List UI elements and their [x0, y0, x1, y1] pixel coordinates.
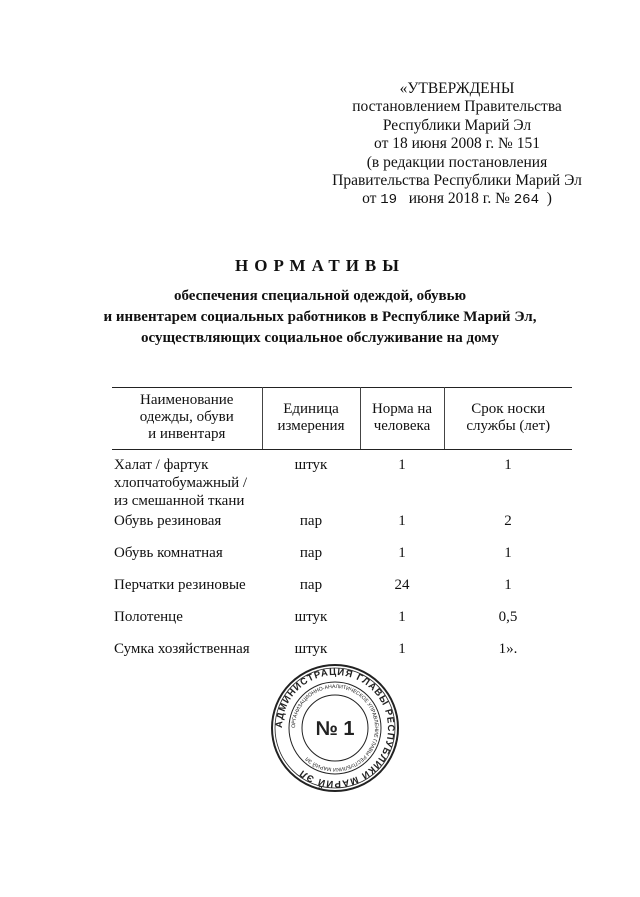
approval-line: постановлением Правительства — [352, 98, 562, 116]
item-unit: пар — [299, 545, 323, 561]
item-norm: 24 — [394, 577, 410, 593]
header-norm-line: Норма на — [371, 400, 433, 417]
table-row — [112, 510, 572, 542]
item-term: 1 — [504, 577, 512, 593]
header-term-line: Срок носки — [471, 400, 546, 417]
approval-block — [330, 80, 584, 210]
item-name: Полотенце — [114, 609, 183, 625]
item-term: 1 — [504, 457, 512, 473]
document-subtitle — [0, 286, 640, 349]
item-norm: 1 — [398, 609, 406, 625]
approval-last-line — [330, 190, 584, 209]
header-name-line: и инвентаря — [148, 426, 226, 442]
norms-table — [112, 387, 572, 670]
item-norm: 1 — [398, 513, 406, 529]
item-name: Сумка хозяйственная — [114, 641, 250, 657]
item-norm: 1 — [398, 545, 406, 561]
table-row — [112, 450, 572, 511]
header-unit-line: Единица — [283, 400, 339, 417]
table-row — [112, 542, 572, 574]
table-row — [112, 606, 572, 638]
approval-line: от 18 июня 2008 г. № 151 — [374, 135, 540, 153]
item-term: 0,5 — [498, 609, 518, 625]
item-name: Обувь резиновая — [114, 513, 222, 529]
document-title: НОРМАТИВЫ — [235, 256, 405, 275]
approval-line: Правительства Республики Марий Эл — [332, 172, 582, 190]
item-name — [112, 450, 262, 511]
item-name-line: Халат / фартук — [114, 457, 209, 473]
item-name-line: хлопчатобумажный / — [114, 475, 248, 491]
item-name-line: из смешанной ткани — [114, 493, 245, 509]
item-term: 1 — [504, 545, 512, 561]
item-unit: штук — [294, 609, 328, 625]
item-unit: пар — [299, 577, 323, 593]
item-unit: пар — [299, 513, 323, 529]
official-seal — [270, 663, 400, 793]
item-term: 2 — [504, 513, 512, 529]
approval-last-month-year: июня 2018 г. № — [408, 190, 510, 208]
header-term-line: службы (лет) — [466, 417, 551, 434]
approval-line: (в редакции постановления — [366, 153, 548, 171]
header-norm-line: человека — [373, 417, 431, 434]
item-norm: 1 — [398, 641, 406, 657]
header-term — [444, 388, 572, 450]
table-row — [112, 574, 572, 606]
item-norm: 1 — [398, 457, 406, 473]
approval-last-prefix: от — [362, 190, 377, 208]
approval-last-day: 19 — [380, 192, 398, 209]
seal-graphic — [270, 663, 400, 793]
header-unit-line: измерения — [277, 417, 345, 434]
approval-line: «УТВЕРЖДЕНЫ — [399, 80, 515, 97]
item-term: 1». — [498, 641, 518, 657]
approval-line: Республики Марий Эл — [382, 116, 532, 134]
item-name: Перчатки резиновые — [114, 577, 246, 593]
item-name: Обувь комнатная — [114, 545, 223, 561]
seal-inner-text: ОРГАНИЗАЦИОННО-АНАЛИТИЧЕСКОЕ УПРАВЛЕНИЕ ГЛАВЫ РЕСПУБЛИКИ МАРИЙ ЭЛ — [290, 683, 380, 773]
header-norm — [360, 388, 444, 450]
norms-table-header — [112, 388, 572, 450]
header-name — [112, 388, 262, 450]
header-unit — [262, 388, 360, 450]
item-unit: штук — [294, 641, 328, 657]
subtitle-line: обеспечения специальной одеждой, обувью — [173, 288, 467, 304]
approval-last-number: 264 — [513, 192, 539, 209]
subtitle-line: осуществляющих социальное обслуживание на дому — [140, 330, 499, 346]
item-unit: штук — [294, 457, 328, 473]
header-name-line: одежды, обуви — [139, 409, 234, 425]
seal-center-text: № 1 — [315, 718, 355, 740]
approval-last-suffix: ) — [546, 190, 552, 208]
subtitle-line: и инвентарем социальных работников в Республике Марий Эл, — [103, 309, 537, 325]
seal-outer-text: АДМИНИСТРАЦИЯ ГЛАВЫ РЕСПУБЛИКИ МАРИЙ ЭЛ — [273, 666, 397, 790]
header-name-line: Наименование — [140, 392, 234, 408]
